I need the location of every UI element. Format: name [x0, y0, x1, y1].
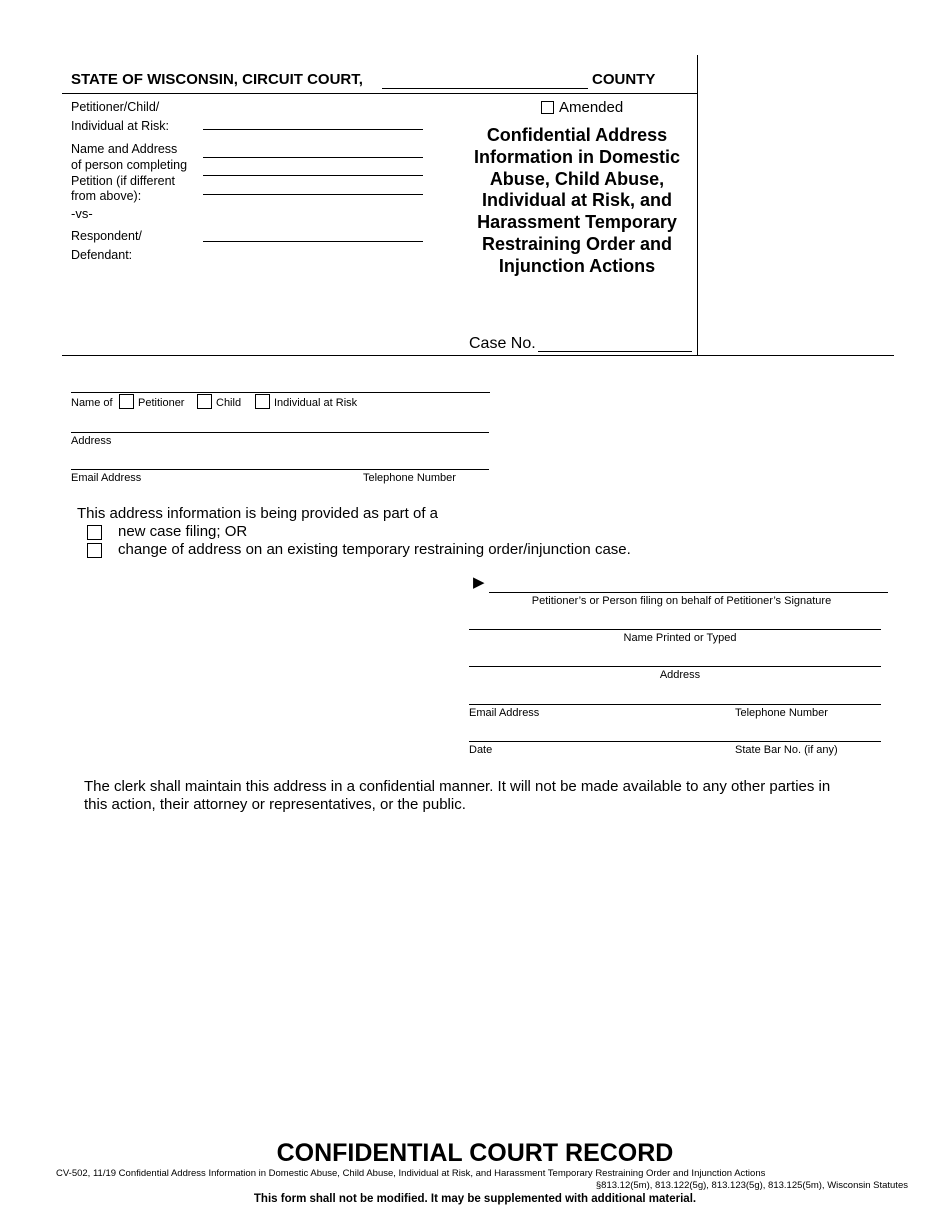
sig-email-phone-line[interactable]: [469, 704, 881, 705]
change-address-label: change of address on an existing temporary restraining order/injunction case.: [118, 541, 631, 558]
name-of-line[interactable]: [71, 392, 490, 393]
form-id-line: CV-502, 11/19 Confidential Address Information in Domestic Abuse, Child Abuse, Individual at Risk, and Harassment Temporary Restraining Order and Injunction Actions: [56, 1168, 766, 1179]
signature-line[interactable]: [489, 592, 888, 593]
petitioner-checkbox[interactable]: [119, 394, 134, 409]
confidential-record-title: CONFIDENTIAL COURT RECORD: [276, 1139, 674, 1167]
county-label: COUNTY: [592, 71, 656, 88]
name-address-label: Name and Address of person completing Petition (if different from above):: [71, 142, 188, 204]
amended-label: Amended: [559, 99, 624, 116]
case-no-line[interactable]: [538, 351, 692, 352]
petitioner-option-label: Petitioner: [138, 397, 185, 409]
case-no-label: Case No.: [469, 335, 536, 352]
statutes-line: §813.12(5m), 813.122(5g), 813.123(5g), 813.125(5m), Wisconsin Statutes: [595, 1180, 908, 1191]
name-address-line-3[interactable]: [203, 194, 423, 195]
date-label: Date: [469, 744, 493, 756]
amended-checkbox[interactable]: [541, 101, 554, 114]
signature-arrow-icon: ▶: [473, 574, 485, 591]
modification-notice: This form shall not be modified. It may be supplemented with additional material.: [253, 1193, 697, 1205]
petitioner-line[interactable]: [203, 129, 423, 130]
versus-label: -vs-: [71, 206, 93, 221]
name-address-line-2[interactable]: [203, 175, 423, 176]
petitioner-label: Petitioner/Child/ Individual at Risk:: [71, 100, 169, 133]
email-label: Email Address: [71, 472, 142, 484]
header-rule: [62, 93, 698, 94]
form-title: Confidential Address Information in Domestic Abuse, Child Abuse, Individual at Risk, and Harassment Temporary Restraining Order and Injunction Actions: [473, 125, 680, 276]
sig-address-label: Address: [659, 669, 701, 681]
clerk-notice: The clerk shall maintain this address in a confidential manner. It will not be made available to any other parties in this action, their attorney or representatives, or the public.: [84, 778, 831, 813]
name-printed-label: Name Printed or Typed: [623, 632, 737, 644]
change-address-checkbox[interactable]: [87, 543, 102, 558]
county-input-line[interactable]: [382, 88, 588, 89]
caption-divider: [697, 55, 698, 355]
caption-bottom-rule: [62, 355, 894, 356]
new-case-label: new case filing; OR: [118, 523, 248, 540]
signature-label: Petitioner’s or Person filing on behalf of Petitioner’s Signature: [531, 595, 832, 607]
respondent-label: Respondent/ Defendant:: [71, 229, 142, 262]
name-printed-line[interactable]: [469, 629, 881, 630]
sig-email-label: Email Address: [469, 707, 540, 719]
individual-at-risk-checkbox[interactable]: [255, 394, 270, 409]
new-case-checkbox[interactable]: [87, 525, 102, 540]
child-option-label: Child: [216, 397, 242, 409]
respondent-line[interactable]: [203, 241, 423, 242]
individual-option-label: Individual at Risk: [274, 397, 358, 409]
child-checkbox[interactable]: [197, 394, 212, 409]
address-line[interactable]: [71, 432, 489, 433]
provided-intro: This address information is being provided as part of a: [77, 505, 439, 522]
state-bar-label: State Bar No. (if any): [735, 744, 838, 756]
date-bar-line[interactable]: [469, 741, 881, 742]
sig-telephone-label: Telephone Number: [735, 707, 828, 719]
email-phone-line[interactable]: [71, 469, 489, 470]
name-of-label: Name of: [71, 397, 113, 409]
name-address-line-1[interactable]: [203, 157, 423, 158]
court-prefix: STATE OF WISCONSIN, CIRCUIT COURT,: [71, 71, 363, 88]
address-label: Address: [71, 435, 112, 447]
telephone-label: Telephone Number: [363, 472, 456, 484]
sig-address-line[interactable]: [469, 666, 881, 667]
court-heading: [71, 71, 363, 88]
